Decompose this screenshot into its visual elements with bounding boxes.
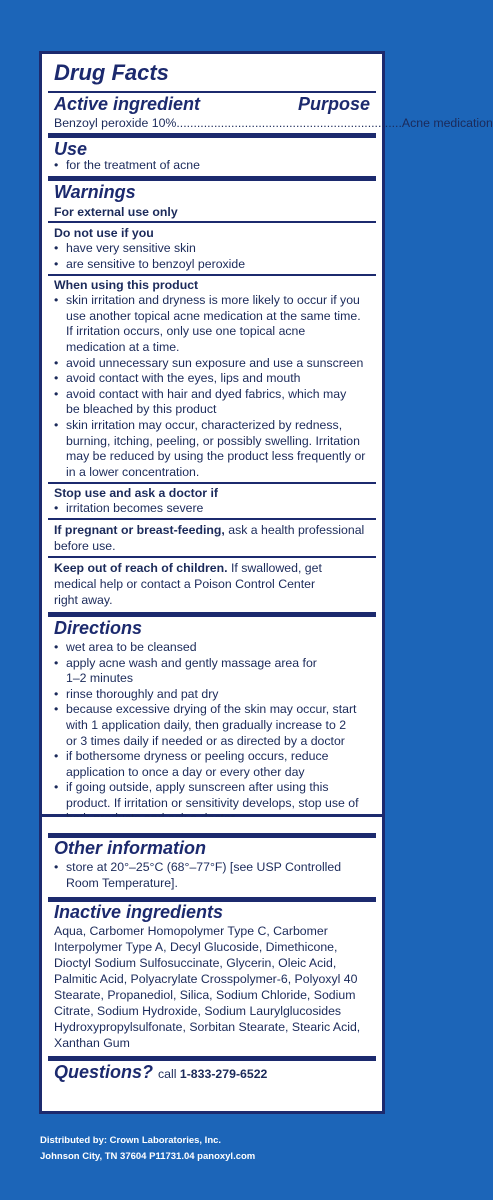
- divider: [48, 612, 376, 617]
- directions-item-cont: product. If irritation or sensitivity develops, stop use of: [66, 796, 359, 810]
- external-use-note: For external use only: [54, 205, 178, 219]
- phone-number: 1-833-279-6522: [179, 1067, 268, 1081]
- do-not-use-item: • have very sensitive skin: [54, 241, 196, 255]
- use-heading: Use: [54, 139, 88, 159]
- when-using-item: • skin irritation and dryness is more likely to occur if you: [54, 293, 360, 307]
- divider: [48, 1056, 376, 1061]
- when-using-item: • avoid unnecessary sun exposure and use a sunscreen: [54, 356, 364, 370]
- divider: [48, 274, 376, 276]
- inactive-line: Dioctyl Sodium Sulfosuccinate, Glycerin, Oleic Acid,: [54, 956, 337, 970]
- when-using-item: • avoid contact with hair and dyed fabrics, which may: [54, 387, 347, 401]
- distributor-line-1: Distributed by: Crown Laboratories, Inc.: [40, 1135, 222, 1146]
- drug-facts-panel-continued: [39, 817, 385, 1114]
- directions-item-cont: or 3 times daily if needed or as directed by a doctor: [66, 734, 345, 748]
- children-warning-cont: right away.: [54, 593, 113, 607]
- bullet-icon: •: [54, 387, 59, 401]
- directions-item: • apply acne wash and gently massage area for: [54, 656, 317, 670]
- bullet-icon: •: [54, 640, 59, 654]
- directions-item: • rinse thoroughly and pat dry: [54, 687, 219, 701]
- divider: [48, 482, 376, 484]
- bullet-icon: •: [54, 371, 59, 385]
- directions-item: • because excessive drying of the skin may occur, start: [54, 702, 357, 716]
- bullet-icon: •: [54, 158, 59, 172]
- when-using-item: • skin irritation may occur, characterized by redness,: [54, 418, 343, 432]
- drug-facts-panel: [39, 51, 493, 817]
- purpose-heading: Purpose: [297, 94, 370, 114]
- bullet-icon: •: [54, 780, 59, 794]
- stop-use-heading: Stop use and ask a doctor if: [54, 486, 218, 500]
- inactive-line: Citrate, Sodium Hydroxide, Sodium Laurylglucosides: [54, 1004, 342, 1018]
- inactive-line: Xanthan Gum: [54, 1036, 130, 1050]
- questions-heading: Questions?: [54, 1062, 154, 1082]
- use-item: • for the treatment of acne: [54, 158, 200, 172]
- children-warning: Keep out of reach of children. If swallowed, get: [54, 561, 322, 575]
- questions-call: call 1-833-279-6522: [158, 1067, 268, 1081]
- active-ingredient-heading: Active ingredient: [54, 94, 201, 114]
- when-using-item: • avoid contact with the eyes, lips and mouth: [54, 371, 301, 385]
- bullet-icon: •: [54, 356, 59, 370]
- stop-use-item: • irritation becomes severe: [54, 501, 204, 515]
- bullet-icon: •: [54, 656, 59, 670]
- other-info-item: • store at 20°–25°C (68°–77°F) [see USP Controlled: [54, 860, 342, 874]
- bullet-icon: •: [54, 501, 59, 515]
- divider: [48, 221, 376, 223]
- when-using-item-cont: may be reduced by using the product less frequently or: [66, 449, 366, 463]
- other-info-item-cont: Room Temperature].: [66, 876, 178, 890]
- active-ingredient-row: [54, 116, 493, 130]
- children-warning-cont: medical help or contact a Poison Control Center: [54, 577, 316, 591]
- when-using-heading: When using this product: [54, 278, 199, 292]
- dot-leader: ..................................................................: [176, 116, 402, 130]
- active-ingredient-name: Benzoyl peroxide 10%: [54, 116, 177, 130]
- bullet-icon: •: [54, 702, 59, 716]
- directions-item: • wet area to be cleansed: [54, 640, 197, 654]
- bullet-icon: •: [54, 241, 59, 255]
- directions-item: • if bothersome dryness or peeling occurs, reduce: [54, 749, 329, 763]
- active-ingredient-purpose: Acne medication: [401, 116, 493, 130]
- directions-item: • if going outside, apply sunscreen after using this: [54, 780, 329, 794]
- inactive-line: Stearate, Propanediol, Silica, Sodium Chloride, Sodium: [54, 988, 356, 1002]
- divider: [48, 176, 376, 181]
- inactive-line: Hydroxypropylsulfonate, Sorbitan Stearate, Stearic Acid,: [54, 1020, 361, 1034]
- divider: [48, 518, 376, 520]
- do-not-use-item: • are sensitive to benzoyl peroxide: [54, 257, 246, 271]
- bullet-icon: •: [54, 418, 59, 432]
- pregnancy-warning: If pregnant or breast-feeding, ask a health professional: [54, 523, 365, 537]
- bullet-icon: •: [54, 749, 59, 763]
- when-using-item-cont: medication at a time.: [66, 340, 180, 354]
- warnings-heading: Warnings: [54, 182, 136, 202]
- inactive-line: Interpolymer Type A, Decyl Glucoside, Dimethicone,: [54, 940, 338, 954]
- bullet-icon: •: [54, 687, 59, 701]
- drug-facts-title: Drug Facts: [54, 60, 169, 85]
- directions-heading: Directions: [54, 618, 143, 638]
- bullet-icon: •: [54, 860, 59, 874]
- when-using-item-cont: be bleached by this product: [66, 402, 217, 416]
- when-using-item-cont: If irritation occurs, only use one topical acne: [66, 324, 306, 338]
- bullet-icon: •: [54, 257, 59, 271]
- directions-item-cont: application to once a day or every other day: [66, 765, 305, 779]
- inactive-line: Aqua, Carbomer Homopolymer Type C, Carbomer: [54, 924, 328, 938]
- do-not-use-heading: Do not use if you: [54, 226, 154, 240]
- when-using-item-cont: in a lower concentration.: [66, 465, 200, 479]
- directions-item-cont: with 1 application daily, then gradually increase to 2: [66, 718, 347, 732]
- when-using-item-cont: use another topical acne medication at the same time.: [66, 309, 361, 323]
- pregnancy-warning-cont: before use.: [54, 539, 116, 553]
- when-using-item-cont: burning, itching, peeling, or possibly swelling. Irritation: [66, 434, 360, 448]
- other-info-heading: Other information: [54, 838, 206, 858]
- inactive-line: Palmitic Acid, Polyacrylate Crosspolymer-6, Polyoxyl 40: [54, 972, 358, 986]
- bullet-icon: •: [54, 293, 59, 307]
- divider: [48, 91, 376, 93]
- divider: [48, 556, 376, 558]
- divider: [48, 133, 376, 138]
- distributor-line-2: Johnson City, TN 37604 P11731.04 panoxyl.com: [40, 1151, 256, 1162]
- inactive-heading: Inactive ingredients: [54, 902, 224, 922]
- directions-item-cont: 1–2 minutes: [66, 671, 133, 685]
